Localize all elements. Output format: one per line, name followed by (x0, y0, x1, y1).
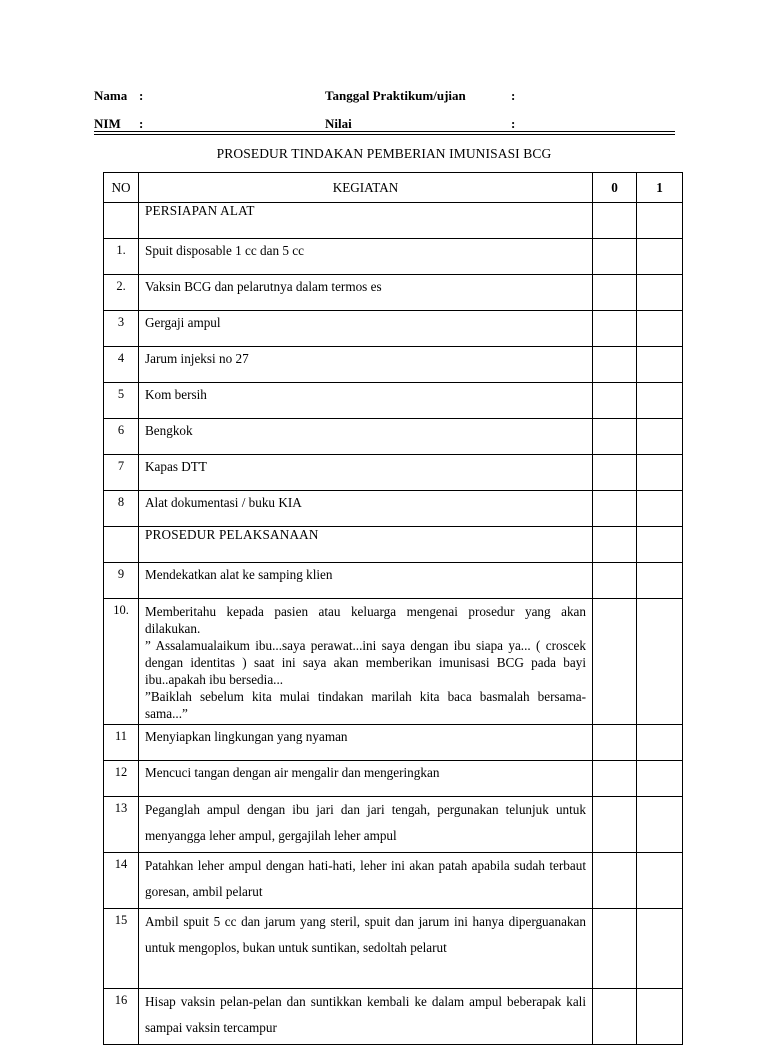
col-score-0-header: 0 (593, 173, 637, 203)
header-rule-top (94, 131, 675, 132)
score-1-cell[interactable] (637, 455, 683, 491)
score-0-cell[interactable] (593, 455, 637, 491)
score-1-cell[interactable] (637, 725, 683, 761)
table-row (104, 909, 683, 989)
score-0-cell[interactable] (593, 203, 637, 239)
score-0-cell[interactable] (593, 989, 637, 1045)
nama-label: Nama (94, 88, 128, 103)
score-1-cell[interactable] (637, 853, 683, 909)
score-0-cell[interactable] (593, 599, 637, 725)
nim-colon: : (139, 116, 144, 131)
row-number: 13 (104, 797, 139, 853)
row-number: 9 (104, 563, 139, 599)
table-row (104, 455, 683, 491)
row-number: 3 (104, 311, 139, 347)
row-activity: Ambil spuit 5 cc dan jarum yang steril, spuit dan jarum ini hanya diperguanakan untuk mengoplos, bukan untuk suntikan, sedoltah pelarut (139, 909, 593, 989)
empty-cell (104, 527, 139, 563)
table-row (104, 239, 683, 275)
row-activity: Spuit disposable 1 cc dan 5 cc (139, 239, 593, 275)
score-0-cell[interactable] (593, 909, 637, 989)
score-1-cell[interactable] (637, 909, 683, 989)
section-heading-text: PERSIAPAN ALAT (145, 203, 255, 218)
score-0-cell[interactable] (593, 563, 637, 599)
row-activity (139, 599, 593, 725)
score-0-cell[interactable] (593, 239, 637, 275)
table-row (104, 989, 683, 1045)
section-heading (139, 527, 593, 563)
table-row (104, 853, 683, 909)
score-1-cell[interactable] (637, 491, 683, 527)
row-activity: Bengkok (139, 419, 593, 455)
row-number: 16 (104, 989, 139, 1045)
score-1-cell[interactable] (637, 419, 683, 455)
row-activity: Gergaji ampul (139, 311, 593, 347)
row-activity: Alat dokumentasi / buku KIA (139, 491, 593, 527)
row-activity: Kom bersih (139, 383, 593, 419)
row-activity: Jarum injeksi no 27 (139, 347, 593, 383)
section-heading-text: PROSEDUR PELAKSANAAN (145, 527, 319, 542)
nim-label: NIM (94, 116, 121, 131)
score-0-cell[interactable] (593, 527, 637, 563)
document-title: PROSEDUR TINDAKAN PEMBERIAN IMUNISASI BCG (216, 146, 552, 161)
row-number: 12 (104, 761, 139, 797)
score-1-cell[interactable] (637, 239, 683, 275)
tanggal-label: Tanggal Praktikum/ujian (325, 88, 466, 103)
score-1-cell[interactable] (637, 527, 683, 563)
row-number: 4 (104, 347, 139, 383)
score-0-cell[interactable] (593, 383, 637, 419)
row-number: 15 (104, 909, 139, 989)
row-number: 7 (104, 455, 139, 491)
nilai-colon: : (511, 116, 516, 131)
score-1-cell[interactable] (637, 797, 683, 853)
score-1-cell[interactable] (637, 347, 683, 383)
section-row-pelaksanaan (104, 527, 683, 563)
row-number: 6 (104, 419, 139, 455)
row-number: 1. (104, 239, 139, 275)
table-row (104, 383, 683, 419)
row-activity: Mencuci tangan dengan air mengalir dan mengeringkan (139, 761, 593, 797)
col-no-header: NO (104, 173, 139, 203)
row-activity: Patahkan leher ampul dengan hati-hati, leher ini akan patah apabila sudah terbaut goresan, ambil pelarut (139, 853, 593, 909)
empty-cell (104, 203, 139, 239)
row-activity: Hisap vaksin pelan-pelan dan suntikkan kembali ke dalam ampul beberapak kali sampai vaksin tercampur (139, 989, 593, 1045)
table-row (104, 599, 683, 725)
table-row (104, 347, 683, 383)
row-activity: Peganglah ampul dengan ibu jari dan jari tengah, pergunakan telunjuk untuk menyangga leher ampul, gergajilah leher ampul (139, 797, 593, 853)
activity-line: ” Assalamualaikum ibu...saya perawat...ini saya dengan ibu siapa ya... ( croscek dengan identitas ) saat ini saya akan memberikan imunisasi BCG pada bayi ibu..apakah ibu bersedia... (145, 638, 586, 687)
score-0-cell[interactable] (593, 419, 637, 455)
row-number: 11 (104, 725, 139, 761)
row-activity: Mendekatkan alat ke samping klien (139, 563, 593, 599)
row-activity: Kapas DTT (139, 455, 593, 491)
header-rule-bottom (94, 134, 675, 135)
checklist-table (103, 172, 683, 1045)
nama-colon: : (139, 88, 144, 103)
score-1-cell[interactable] (637, 989, 683, 1045)
table-row (104, 761, 683, 797)
score-0-cell[interactable] (593, 347, 637, 383)
table-row (104, 797, 683, 853)
score-1-cell[interactable] (637, 599, 683, 725)
col-kegiatan-header: KEGIATAN (139, 173, 593, 203)
score-0-cell[interactable] (593, 725, 637, 761)
score-1-cell[interactable] (637, 563, 683, 599)
score-1-cell[interactable] (637, 383, 683, 419)
score-1-cell[interactable] (637, 275, 683, 311)
table-row (104, 275, 683, 311)
table-header-row (104, 173, 683, 203)
score-0-cell[interactable] (593, 797, 637, 853)
score-0-cell[interactable] (593, 491, 637, 527)
score-1-cell[interactable] (637, 761, 683, 797)
row-activity: Menyiapkan lingkungan yang nyaman (139, 725, 593, 761)
table-row (104, 419, 683, 455)
score-0-cell[interactable] (593, 853, 637, 909)
row-number: 14 (104, 853, 139, 909)
row-number: 2. (104, 275, 139, 311)
section-row-persiapan (104, 203, 683, 239)
table-row (104, 563, 683, 599)
row-activity: Vaksin BCG dan pelarutnya dalam termos es (139, 275, 593, 311)
row-number: 8 (104, 491, 139, 527)
col-score-1-header: 1 (637, 173, 683, 203)
score-1-cell[interactable] (637, 203, 683, 239)
table-row (104, 311, 683, 347)
table-row (104, 725, 683, 761)
tanggal-colon: : (511, 88, 516, 103)
row-number: 5 (104, 383, 139, 419)
score-0-cell[interactable] (593, 311, 637, 347)
activity-line: ”Baiklah sebelum kita mulai tindakan marilah kita baca basmalah bersama- sama...” (145, 689, 586, 721)
score-0-cell[interactable] (593, 275, 637, 311)
activity-line: Memberitahu kepada pasien atau keluarga mengenai prosedur yang akan dilakukan. (145, 604, 586, 636)
nilai-label: Nilai (325, 116, 352, 131)
table-row (104, 491, 683, 527)
row-number: 10. (104, 599, 139, 725)
score-1-cell[interactable] (637, 311, 683, 347)
section-heading (139, 203, 593, 239)
score-0-cell[interactable] (593, 761, 637, 797)
